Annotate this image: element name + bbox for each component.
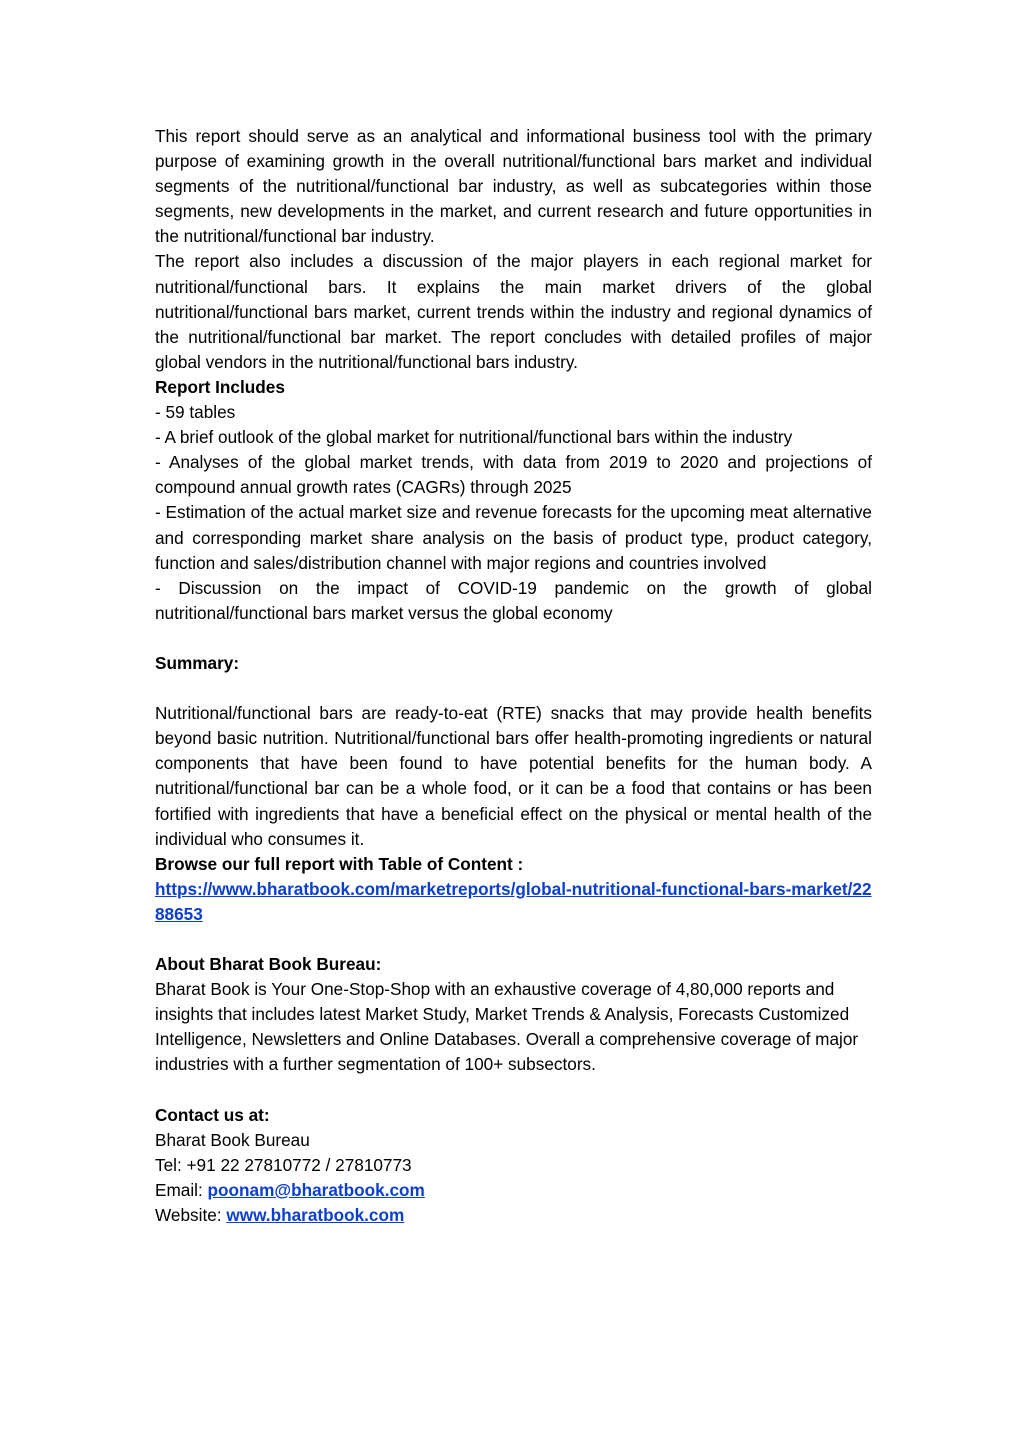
report-includes-item-2: - A brief outlook of the global market for nutritional/functional bars within the industry (155, 427, 793, 448)
contact-tel: Tel: +91 22 27810772 / 27810773 (155, 1154, 412, 1175)
spacer (155, 1078, 872, 1103)
document-page (155, 124, 872, 1228)
contact-website-line (155, 1203, 872, 1228)
spacer (155, 676, 872, 701)
about-text: Bharat Book is Your One-Stop-Shop with an exhaustive coverage of 4,80,000 reports and insights that includes latest Market Study, Market Trends & Analysis, Forecasts Customized Intelligence, Newsletters and Online Databases. Overall a comprehensive coverage of major industries with a further segmentation of 100+ subsectors. (155, 979, 859, 1075)
contact-email-line (155, 1178, 872, 1203)
website-label: Website: (155, 1205, 227, 1226)
report-includes-item-3: - Analyses of the global market trends, with data from 2019 to 2020 and projections of compound annual growth rates (CAGRs) through 2025 (155, 452, 872, 498)
contact-company: Bharat Book Bureau (155, 1129, 310, 1150)
summary-heading: Summary: (155, 652, 240, 673)
spacer (155, 626, 872, 651)
contact-heading: Contact us at: (155, 1104, 270, 1125)
report-includes-item-5: - Discussion on the impact of COVID-19 pandemic on the growth of global nutritional/functional bars market versus the global economy (155, 577, 872, 623)
intro-paragraph-1: This report should serve as an analytical and informational business tool with the primary purpose of examining growth in the overall nutritional/functional bars market and individual segments of the nutritional/functional bar industry, as well as subcategories within those segments, new developments in the market, and current research and future opportunities in the nutritional/functional bar industry. (155, 126, 872, 247)
summary-text: Nutritional/functional bars are ready-to-eat (RTE) snacks that may provide health benefits beyond basic nutrition. Nutritional/functional bars offer health-promoting ingredients or natural components that have been found to have potential benefits for the human body. A nutritional/functional bar can be a whole food, or it can be a food that contains or has been fortified with ingredients that have a beneficial effect on the physical or mental health of the individual who consumes it. (155, 703, 872, 849)
report-includes-heading: Report Includes (155, 376, 285, 397)
report-link[interactable]: https://www.bharatbook.com/marketreports/global-nutritional-functional-bars-market/2288653 (155, 878, 872, 924)
report-includes-item-1: - 59 tables (155, 402, 236, 423)
spacer (155, 927, 872, 952)
website-link[interactable]: www.bharatbook.com (226, 1205, 405, 1226)
report-includes-item-4: - Estimation of the actual market size and revenue forecasts for the upcoming meat alternative and corresponding market share analysis on the basis of product type, product category, function and sales/distribution channel with major regions and countries involved (155, 502, 872, 573)
browse-label: Browse our full report with Table of Content : (155, 853, 524, 874)
report-link-line (155, 877, 872, 927)
intro-paragraph-2: The report also includes a discussion of the major players in each regional market for nutritional/functional bars. It explains the main market drivers of the global nutritional/functional bars market, current trends within the industry and regional dynamics of the nutritional/functional bar market. The report concludes with detailed profiles of major global vendors in the nutritional/functional bars industry. (155, 251, 872, 372)
about-heading: About Bharat Book Bureau: (155, 954, 382, 975)
email-link[interactable]: poonam@bharatbook.com (207, 1179, 425, 1200)
email-label: Email: (155, 1179, 208, 1200)
